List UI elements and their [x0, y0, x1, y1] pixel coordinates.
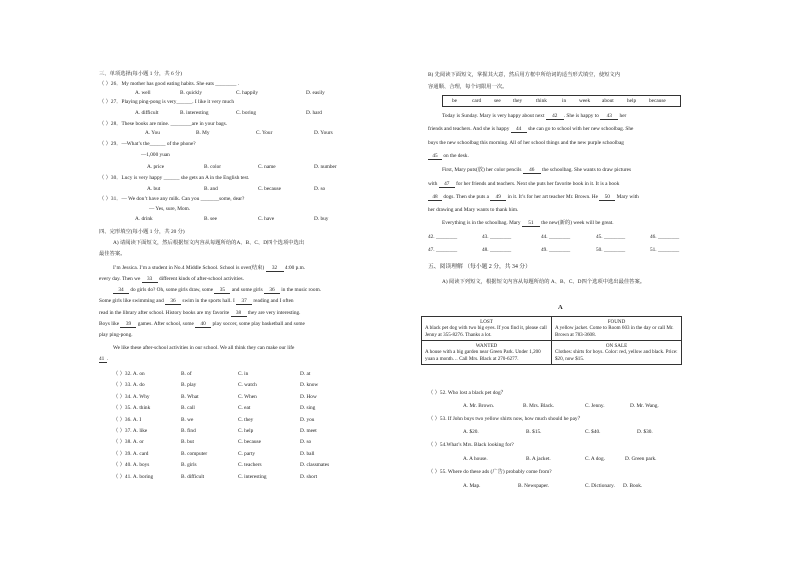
section-5-instruction: A) 阅读下列短文，根据短文内容从每题所给的 A、B、C、D四个选项中选出最佳答案。: [442, 279, 646, 285]
section-4-instruction-cont: 最佳答案。: [99, 251, 126, 257]
cloze-option-row-stem: （ ）36. A. I: [113, 416, 142, 423]
cloze-line-9: 41 .: [99, 356, 109, 362]
blank-35[interactable]: 35: [214, 288, 230, 294]
q27-option-d: D. hard: [306, 110, 322, 116]
answer-49[interactable]: 49. ________: [541, 247, 571, 253]
cloze-option: C. eat: [238, 405, 251, 412]
cloze-option-row-stem: （ ）35. A. think: [113, 405, 151, 412]
ad-lost-title: LOST: [480, 319, 493, 325]
q54-option-b: B. A jacket.: [526, 456, 551, 462]
q28-option-c: C. Your: [256, 130, 273, 136]
question-54: （ ）54.What’s Mrs. Black looking for?: [428, 442, 514, 448]
cloze-option-row-stem: （ ）39. A. card: [113, 450, 149, 457]
blank-37[interactable]: 37: [236, 299, 252, 305]
q26-option-b: B. quickly: [180, 90, 203, 96]
ad-sale-title: ON SALE: [605, 343, 628, 350]
q52-option-d: D. Mr. Wang.: [630, 403, 659, 409]
cloze-line-1: I’m Jessica. I’m a student in No.4 Middle School. School is over(结束) 32 4:00 p.m.: [113, 265, 306, 271]
ad-sale: [552, 341, 682, 365]
q55-option-c: C. Dictionary.: [585, 483, 615, 489]
ad-wanted-text: A house with a big garden near Green Park. Under 1,200 yuan a month… Call Mrs. Black at 270-6277.: [425, 349, 541, 362]
passage-b-line-7: 48 dogs. Then she puts a 49 in it. It’s for her art teacher Mr. Brown. He 50 Mary with: [428, 195, 639, 201]
q30-option-a: A. but: [147, 186, 161, 192]
q26-option-c: C. happily: [236, 90, 259, 96]
cloze-option-row-stem: （ ）38. A. or: [113, 439, 144, 446]
question-31: （ ）31．— We don’t have any milk. Can you _______some, dear?: [99, 196, 245, 202]
cloze-option: D. you: [300, 416, 315, 423]
q26-option-d: D. easily: [306, 90, 325, 96]
cloze-option: D. sing: [300, 405, 316, 412]
ad-lost: [422, 317, 552, 341]
blank-41[interactable]: 41: [99, 357, 107, 363]
q53-option-c: C. $40.: [585, 429, 601, 435]
q55-option-d: D. Book.: [623, 483, 643, 489]
cloze-option: B. find: [181, 428, 196, 434]
cloze-option-row-stem: （ ）34. A. Why: [113, 393, 150, 400]
answer-50[interactable]: 50. ________: [596, 247, 626, 253]
blank-45[interactable]: 45: [428, 154, 442, 160]
blank-43[interactable]: 43: [600, 114, 618, 120]
cloze-option: B. call: [181, 405, 195, 412]
answer-44[interactable]: 44. ________: [541, 234, 571, 240]
blank-40[interactable]: 40: [195, 322, 211, 328]
blank-33[interactable]: 33: [142, 277, 158, 283]
answer-47[interactable]: 47. ________: [428, 247, 458, 253]
word-bank-word: see: [494, 98, 501, 104]
passage-b-line-9: Everything is in the schoolbag. Mary 51 the new(新的) week will be great.: [442, 220, 614, 226]
ad-found-text: A yellow jacket. Come to Room 603 in the day or call Mr. Brown at 783-3608.: [555, 325, 674, 338]
word-bank-word: help: [627, 98, 637, 104]
cloze-option: D. ball: [300, 450, 315, 457]
cloze-option: D. short: [300, 473, 318, 480]
answer-51[interactable]: 51. ________: [650, 247, 680, 253]
answer-43[interactable]: 43. ________: [482, 234, 512, 240]
cloze-option: D. so: [300, 439, 312, 446]
q27-option-b: B. interesting: [180, 110, 209, 116]
cloze-line-4: Some girls like swimming and 36 swim in the sports hall. I 37 reading and I often: [99, 298, 294, 304]
question-30: （ ）30．Lucy is very happy ______ she gets an A in the English test.: [99, 175, 250, 181]
cloze-option: B. difficult: [181, 473, 205, 480]
q29-option-a: A. price: [147, 164, 165, 170]
cloze-option-row-stem: （ ）41. A. boring: [113, 473, 154, 480]
q31-option-c: C. have: [258, 216, 275, 222]
cloze-line-5: read in the library after school. History books are my favorite 38 they are very interesting.: [99, 310, 301, 316]
q29-option-b: B. color: [204, 164, 222, 170]
section-4-instruction: A) 请阅读下面短文，然后根据短文内容从每题所给的A、B、C、D四个选项中选出: [113, 240, 305, 246]
ad-wanted-title: WANTED: [475, 343, 498, 350]
cloze-line-8: We like these after-school activities in our school. We all think they can make our life: [113, 345, 295, 351]
blank-47[interactable]: 47: [439, 182, 455, 188]
word-bank-word: think: [536, 98, 547, 104]
q53-option-d: D. $30.: [637, 429, 653, 435]
cloze-option: D. How: [300, 393, 317, 400]
passage-b-line-4: 45 on the desk.: [428, 154, 469, 160]
word-bank-word: they: [513, 98, 523, 104]
passage-b-line-1: Today is Sunday. Mary is very happy about next 42 . She is happy to 43 her: [442, 113, 627, 119]
cloze-option-row-stem: （ ）32. A. on: [113, 371, 145, 377]
word-bank-word: in: [562, 98, 567, 104]
passage-b-line-8: her drawing and Mary wants to thank him.: [428, 207, 519, 213]
q52-option-c: C. Jenny.: [585, 403, 605, 409]
q54-option-a: A. A house.: [463, 456, 488, 462]
blank-48[interactable]: 48: [428, 195, 442, 201]
cloze-line-7: play ping-pong.: [99, 332, 133, 338]
answer-46[interactable]: 46. ________: [650, 234, 680, 240]
ad-sale-text: Clothes: shirts for boys. Color: red, yellow and black. Price: $20, now $15.: [555, 349, 678, 362]
q31-option-d: D. buy: [314, 216, 329, 222]
section-5-title: 五、阅读理解 （每小题 2 分，共 34 分）: [428, 264, 531, 270]
blank-36-b[interactable]: 36: [165, 299, 181, 305]
cloze-line-6: Boys like 39 games. After school, some 40 play soccer, some play basketball and some: [99, 321, 305, 327]
answer-45[interactable]: 45. ________: [596, 234, 626, 240]
question-55: （ ）55. Where do these ads (广告) probably come from?: [428, 469, 552, 475]
blank-42[interactable]: 42: [546, 114, 564, 120]
question-28: （ ）28．These books are mine. ________are in your bags.: [99, 121, 227, 127]
cloze-option: C. interesting: [238, 473, 267, 480]
q27-option-c: C. boring: [236, 110, 257, 116]
cloze-option-row-stem: （ ）37. A. like: [113, 428, 148, 434]
question-31-reply: — Yes, sure, Mom.: [149, 206, 191, 212]
question-53: （ ）53. If John buys two yellow shirts now, how much should he pay？: [428, 416, 583, 422]
ad-found: [552, 317, 682, 341]
cloze-option-row-stem: （ ）40. A. boys: [113, 462, 150, 469]
cloze-option: C. in: [238, 371, 249, 377]
question-29-reply: —1,000 yuan: [141, 152, 170, 158]
q52-option-a: A. Mr. Brown.: [463, 403, 495, 409]
q30-option-d: D. so: [314, 186, 326, 192]
cloze-option: C. they: [238, 416, 254, 423]
question-27: （ ）27．Playing ping-pong is very______. I like it very much: [99, 99, 235, 105]
q30-option-b: B. and: [204, 186, 218, 192]
question-52: （ ）52. Who lost a black pet dog？: [428, 390, 506, 396]
q29-option-d: D. number: [314, 164, 337, 170]
cloze-option: B. play: [181, 382, 197, 389]
cloze-option: C. When: [238, 393, 257, 400]
blank-39[interactable]: 39: [120, 322, 136, 328]
cloze-option: B. of: [181, 371, 192, 377]
blank-32[interactable]: 32: [266, 266, 284, 272]
ad-found-title: FOUND: [607, 319, 626, 325]
word-bank-word: because: [649, 98, 666, 104]
cloze-option: C. help: [238, 428, 254, 434]
blank-50[interactable]: 50: [599, 195, 615, 201]
cloze-option: B. we: [181, 416, 194, 423]
blank-36-a[interactable]: 36: [264, 288, 280, 294]
cloze-option: C. party: [238, 450, 256, 457]
word-bank-word: card: [472, 98, 482, 104]
cloze-option-row-stem: （ ）33. A. do: [113, 382, 145, 389]
blank-49[interactable]: 49: [490, 195, 506, 201]
q55-option-a: A. Map.: [463, 483, 481, 489]
cloze-option: D. know: [300, 382, 319, 389]
cloze-option: B. What: [181, 393, 199, 400]
ads-table: [421, 316, 682, 365]
cloze-option: C. because: [238, 439, 261, 446]
cloze-option: B. but: [181, 439, 194, 446]
q28-option-d: D. Yours: [314, 130, 333, 136]
word-bank-word: about: [602, 98, 614, 104]
cloze-option: D. at: [300, 371, 311, 377]
q26-option-a: A. well: [135, 90, 151, 96]
q28-option-b: B. My: [196, 130, 210, 136]
section-3-title: 三、单项选择(每小题 1 分，共 6 分): [99, 71, 182, 77]
word-bank-word: week: [579, 98, 591, 104]
q55-option-b: B. Newspaper.: [518, 483, 550, 489]
q31-option-a: A. drink: [135, 216, 153, 222]
cloze-option: D. classmates: [300, 462, 330, 469]
cloze-option: D. meet: [300, 428, 317, 434]
passage-b-line-3: buys the new schoolbag this morning. All of her school things and the new purple schoolbag: [428, 140, 624, 146]
q30-option-c: C. because: [258, 186, 281, 192]
passage-a-label: A: [558, 304, 563, 311]
q28-option-a: A. You: [145, 130, 160, 136]
q53-option-b: B. $15.: [526, 429, 542, 435]
cloze-line-3: 34 do girls do? Oh, some girls draw, some 35 and some girls 36 in the music room.: [113, 288, 321, 294]
q53-option-a: A. $20.: [463, 429, 479, 435]
word-bank-word: be: [452, 98, 457, 104]
blank-44[interactable]: 44: [511, 127, 527, 133]
section-4b-instruction: B) 先阅读下面短文，掌握其大意，然后用方框中所给词的适当形式填空，使短文内: [428, 72, 621, 78]
cloze-option: C. teachers: [238, 462, 262, 469]
cloze-option: C. watch: [238, 382, 257, 389]
question-26: （ ）26．My mother has good eating habits. She eats ________ .: [99, 81, 240, 87]
answer-48[interactable]: 48. ________: [482, 247, 512, 253]
blank-51[interactable]: 51: [522, 221, 540, 227]
blank-34[interactable]: 34: [113, 288, 129, 294]
q54-option-d: D. Green park.: [625, 456, 657, 462]
section-4b-instruction-cont: 容通顺、合理，每个词限用一次。: [428, 84, 508, 90]
q52-option-b: B. Mrs. Black.: [523, 403, 555, 409]
cloze-option: B. girls: [181, 462, 197, 469]
answer-42[interactable]: 42. ________: [428, 234, 458, 240]
blank-46[interactable]: 46: [523, 168, 541, 174]
passage-b-line-2: friends and teachers. And she is happy 44 she can go to school with her new schoolbag. She: [428, 126, 634, 132]
word-bank-box: [442, 95, 681, 107]
ad-wanted: [422, 341, 552, 365]
question-29: （ ）29．—What’s the______ of the phone?: [99, 141, 196, 147]
q54-option-c: C. A dog.: [585, 456, 606, 462]
q29-option-c: C. name: [258, 164, 276, 170]
section-4-title: 四、完形填空(每小题 1 分，共 20 分): [99, 229, 185, 235]
passage-b-line-6: with 47 for her friends and teachers. Next she puts her favorite book in it. It is a book: [428, 181, 620, 187]
q31-option-b: B. see: [204, 216, 217, 222]
cloze-option: B. computer: [181, 450, 208, 457]
q27-option-a: A. difficult: [135, 110, 159, 116]
cloze-line-2: every day. Then we 33 different kinds of after-school activities.: [99, 276, 244, 282]
blank-38[interactable]: 38: [231, 311, 247, 317]
passage-b-line-5: First, Mary puts(放) her color pencils 46 the schoolbag. She wants to draw pictures: [442, 167, 632, 173]
ad-lost-text: A black pet dog with two big eyes. If you find it, please call Jenny at 355-8276. Thanks a lot.: [425, 325, 547, 338]
